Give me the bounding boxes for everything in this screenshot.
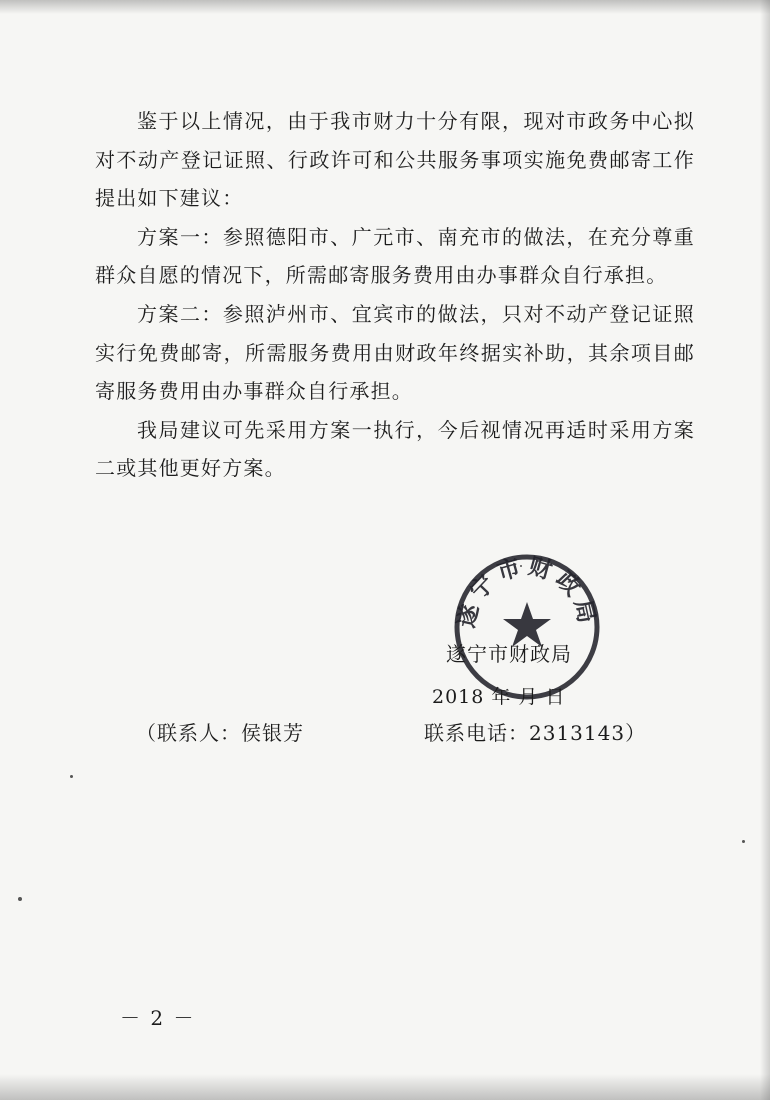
scan-edge-bottom [0, 1074, 770, 1100]
contact-person: （联系人：侯银芳 [136, 721, 304, 745]
scan-speck [70, 775, 73, 778]
paragraph-option-one: 方案一：参照德阳市、广元市、南充市的做法，在充分尊重群众自愿的情况下，所需邮寄服务费用由办事群众自行承担。 [95, 224, 695, 288]
scan-edge-top [0, 0, 770, 14]
paragraph-intro: 鉴于以上情况，由于我市财力十分有限，现对市政务中心拟对不动产登记证照、行政许可和公共服务事项实施免费邮寄工作提出如下建议： [95, 109, 695, 211]
scan-speck [742, 840, 745, 843]
scan-speck [18, 897, 22, 901]
issue-date: 2018 年 月 日 [432, 686, 566, 708]
paragraph-option-two: 方案二：参照泸州市、宜宾市的做法，只对不动产登记证照实行免费邮寄，所需服务费用由财政年终据实补助，其余项目邮寄服务费用由办事群众自行承担。 [95, 301, 695, 404]
document-body [95, 102, 695, 488]
svg-text:遂宁市财政局: 遂宁市财政局 [452, 552, 602, 631]
page-number: － 2 － [120, 1006, 196, 1030]
contact-phone: 联系电话：2313143） [424, 721, 647, 745]
issuer-signature: 遂宁市财政局 [446, 642, 572, 666]
paragraph-recommendation: 我局建议可先采用方案一执行，今后视情况再适时采用方案二或其他更好方案。 [95, 417, 695, 481]
official-seal [452, 552, 602, 702]
scan-edge-right [760, 0, 770, 1100]
